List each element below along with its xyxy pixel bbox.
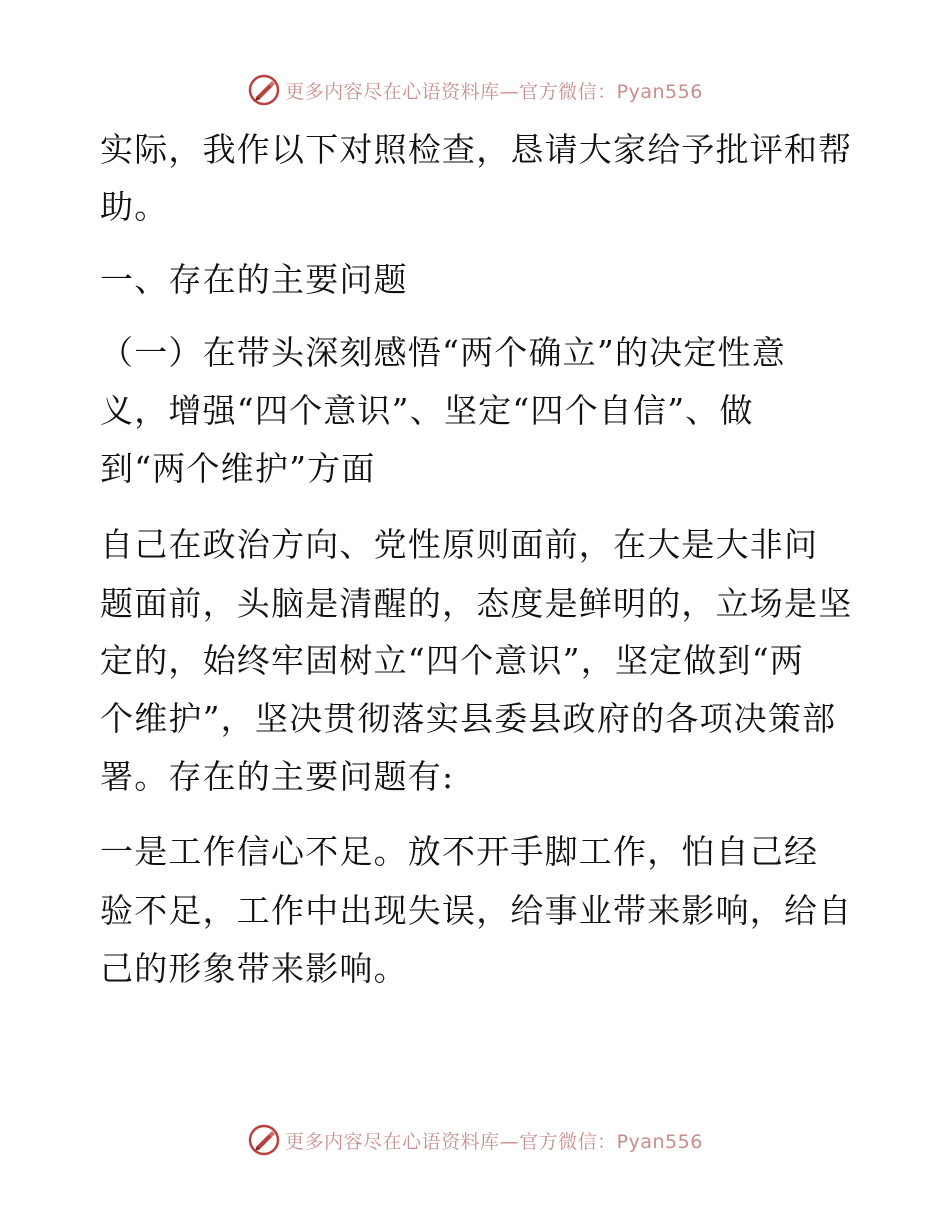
subsection-heading: 义，增强“四个意识”、坚定“四个自信”、做 bbox=[100, 391, 754, 430]
footer-watermark-text: 更多内容尽在心语资料库—官方微信：Pyan556 bbox=[285, 1130, 703, 1153]
pen-seal-icon bbox=[247, 1123, 281, 1157]
body-line: 署。存在的主要问题有: bbox=[100, 757, 455, 796]
body-line: 自己在政治方向、党性原则面前，在大是大非问 bbox=[100, 525, 819, 564]
subsection-heading: （一）在带头深刻感悟“两个确立”的决定性意 bbox=[100, 333, 786, 372]
body-line: 定的，始终牢固树立“四个意识”，坚定做到“两 bbox=[100, 641, 805, 680]
section-heading: 一、存在的主要问题 bbox=[100, 260, 408, 299]
body-line: 助。 bbox=[100, 187, 169, 226]
subsection-heading: 到“两个维护”方面 bbox=[100, 449, 376, 488]
body-line: 题面前，头脑是清醒的，态度是鲜明的，立场是坚 bbox=[100, 584, 853, 623]
body-line: 己的形象带来影响。 bbox=[100, 949, 408, 988]
footer-watermark-banner bbox=[0, 1120, 950, 1160]
body-line: 个维护”，坚决贯彻落实县委县政府的各项决策部 bbox=[100, 699, 837, 738]
body-line: 一是工作信心不足。放不开手脚工作，怕自己经 bbox=[100, 832, 819, 871]
header-watermark-text: 更多内容尽在心语资料库—官方微信：Pyan556 bbox=[285, 80, 703, 103]
body-line: 实际，我作以下对照检查，恳请大家给予批评和帮 bbox=[100, 130, 853, 169]
body-line: 验不足，工作中出现失误，给事业带来影响，给自 bbox=[100, 891, 853, 930]
